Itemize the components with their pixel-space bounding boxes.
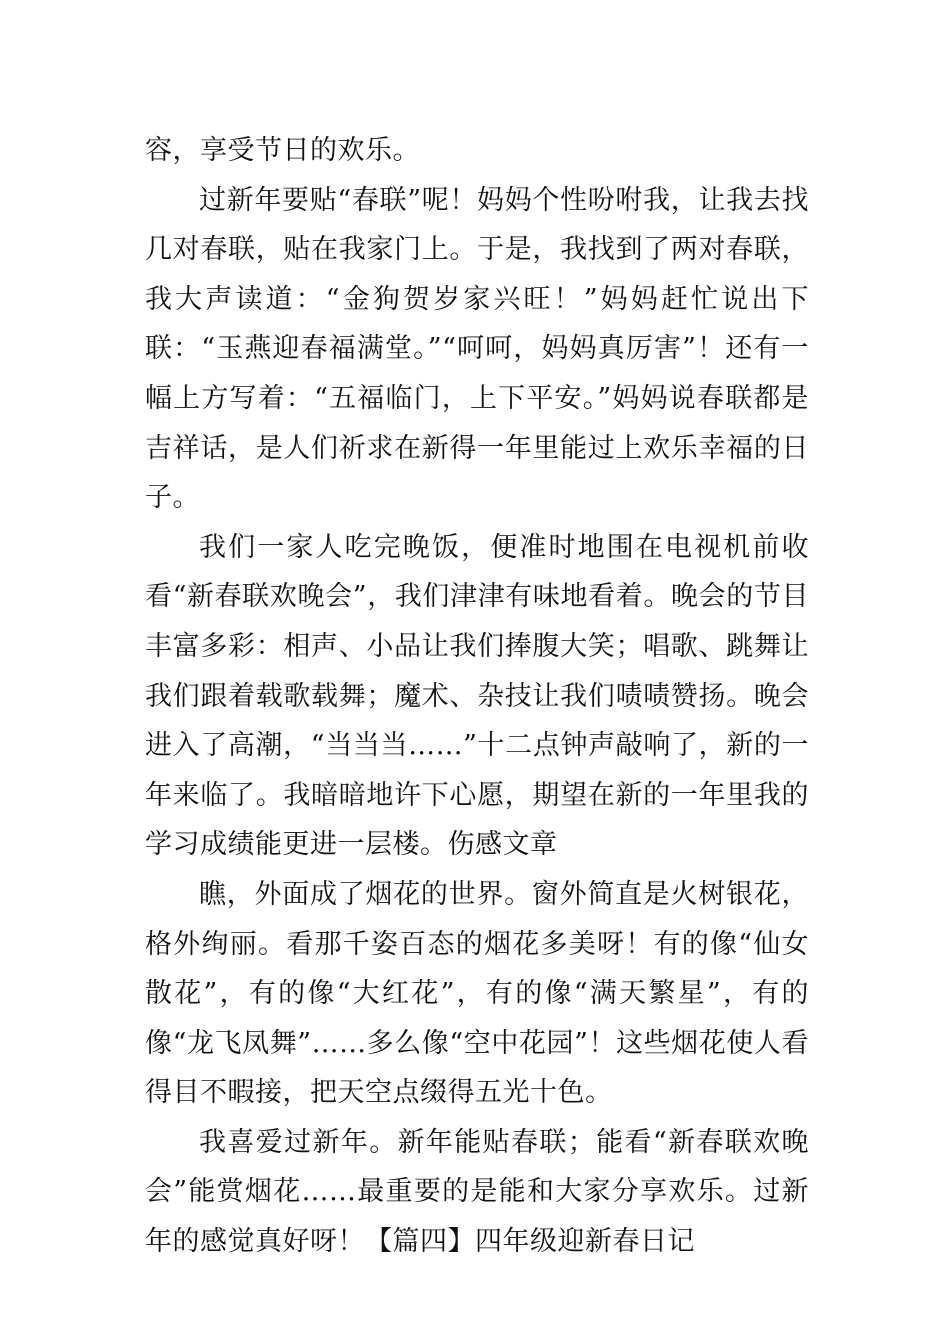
document-body bbox=[145, 126, 809, 1267]
paragraph-continuation: 容，享受节日的欢乐。 bbox=[145, 135, 420, 166]
paragraph-spring-couplets: 过新年要贴“春联”呢！妈妈个性吩咐我，让我去找几对春联，贴在我家门上。于是，我找到了两对春联，我大声读道：“金狗贺岁家兴旺！”妈妈赶忙说出下联：“玉燕迎春福满堂。”“呵呵，妈妈真厉害”！还有一幅上方写着：“五福临门，上下平安。”妈妈说春联都是吉祥话，是人们祈求在新得一年里能过上欢乐幸福的日子。 bbox=[145, 184, 809, 514]
paragraph-gala: 我们一家人吃完晚饭，便准时地围在电视机前收看“新春联欢晚会”，我们津津有味地看着。晚会的节目丰富多彩：相声、小品让我们捧腹大笑；唱歌、跳舞让我们跟着载歌载舞；魔术、杂技让我们啧啧赞扬。晚会进入了高潮，“当当当……”十二点钟声敲响了，新的一年来临了。我暗暗地许下心愿，期望在新的一年里我的学习成绩能更进一层楼。伤感文章 bbox=[145, 531, 809, 861]
paragraph-conclusion: 我喜爱过新年。新年能贴春联；能看“新春联欢晚会”能赏烟花……最重要的是能和大家分享欢乐。过新年的感觉真好呀！【篇四】四年级迎新春日记 bbox=[145, 1126, 809, 1258]
paragraph-fireworks: 瞧，外面成了烟花的世界。窗外简直是火树银花，格外绚丽。看那千姿百态的烟花多美呀！有的像“仙女散花”，有的像“大红花”，有的像“满天繁星”，有的像“龙飞凤舞”……多么像“空中花园”！这些烟花使人看得目不暇接，把天空点缀得五光十色。 bbox=[145, 878, 809, 1109]
